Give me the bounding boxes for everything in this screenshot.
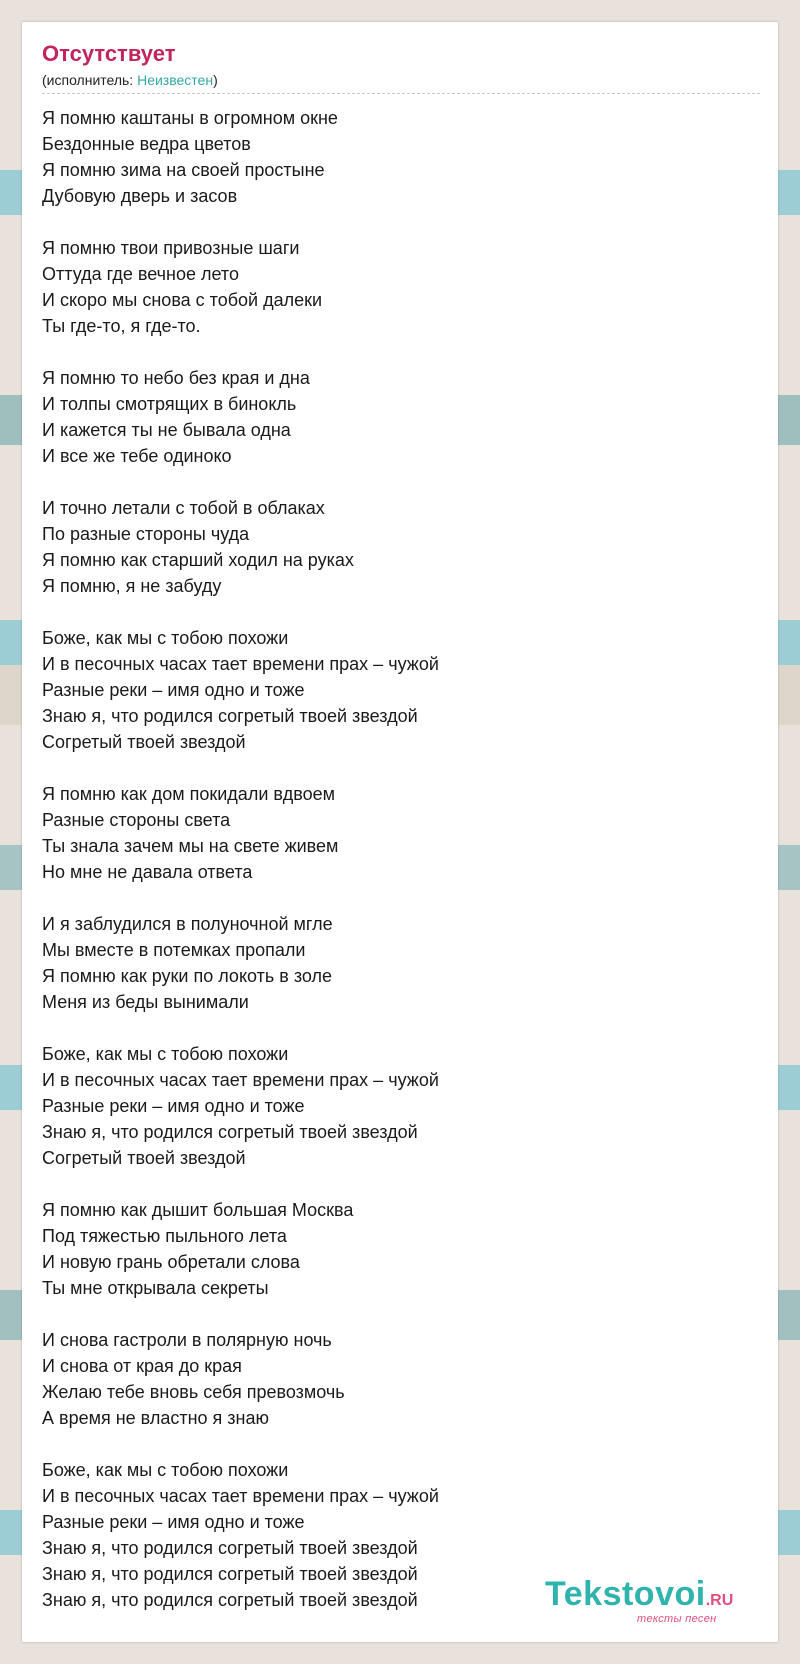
lyrics-stanza [42, 365, 758, 469]
lyric-line: Боже, как мы с тобою похожи [42, 628, 289, 648]
lyric-line: И в песочных часах тает времени прах – чужой [42, 654, 439, 674]
brand-name: Tekstovoi [545, 1575, 706, 1613]
lyric-line: Разные реки – имя одно и тоже [42, 1512, 305, 1532]
lyric-line: Знаю я, что родился согретый твоей звездой [42, 706, 418, 726]
song-title: Отсутствует [42, 41, 176, 66]
song-header [42, 40, 758, 94]
lyric-line: И скоро мы снова с тобой далеки [42, 290, 323, 310]
lyric-line: По разные стороны чуда [42, 524, 250, 544]
lyrics-card [22, 22, 778, 1642]
lyric-line: Знаю я, что родился согретый твоей звездой [42, 1590, 418, 1610]
lyric-line: И снова от края до края [42, 1356, 242, 1376]
lyrics-stanza [42, 1041, 758, 1171]
lyric-line: И все же тебе одиноко [42, 446, 232, 466]
artist-link[interactable]: Неизвестен [137, 72, 214, 88]
lyric-line: И в песочных часах тает времени прах – чужой [42, 1486, 439, 1506]
lyrics-stanza [42, 1327, 758, 1431]
lyric-line: Ты мне открывала секреты [42, 1278, 269, 1298]
lyric-line: И кажется ты не бывала одна [42, 420, 291, 440]
lyric-line: Согретый твоей звездой [42, 732, 246, 752]
lyrics-stanza [42, 235, 758, 339]
lyric-line: Меня из беды вынимали [42, 992, 249, 1012]
lyric-line: И снова гастроли в полярную ночь [42, 1330, 332, 1350]
lyric-line: Желаю тебе вновь себя превозмочь [42, 1382, 345, 1402]
artist-line [42, 71, 760, 94]
lyrics-stanza [42, 1197, 758, 1301]
lyric-line: Знаю я, что родился согретый твоей звездой [42, 1122, 418, 1142]
lyric-line: Боже, как мы с тобою похожи [42, 1460, 289, 1480]
lyric-line: Мы вместе в потемках пропали [42, 940, 306, 960]
lyric-line: Но мне не давала ответа [42, 862, 253, 882]
lyric-line: Знаю я, что родился согретый твоей звездой [42, 1538, 418, 1558]
lyric-line: Я помню как дышит большая Москва [42, 1200, 354, 1220]
lyric-line: Под тяжестью пыльного лета [42, 1226, 287, 1246]
lyric-line: Я помню как старший ходил на руках [42, 550, 354, 570]
brand-logo[interactable] [545, 1575, 785, 1635]
lyric-line: И в песочных часах тает времени прах – чужой [42, 1070, 439, 1090]
lyric-line: Боже, как мы с тобою похожи [42, 1044, 289, 1064]
lyric-line: Разные реки – имя одно и тоже [42, 680, 305, 700]
lyrics-stanza [42, 625, 758, 755]
lyric-line: Оттуда где вечное лето [42, 264, 239, 284]
brand-tagline: тексты песен [637, 1613, 717, 1625]
lyrics-stanza [42, 495, 758, 599]
lyric-line: Разные стороны света [42, 810, 231, 830]
lyric-line: Я помню как дом покидали вдвоем [42, 784, 336, 804]
artist-suffix: ) [213, 72, 218, 88]
lyric-line: Я помню, я не забуду [42, 576, 222, 596]
lyrics-body [42, 105, 758, 1639]
brand-tld: .RU [705, 1592, 734, 1609]
lyric-line: Согретый твоей звездой [42, 1148, 246, 1168]
lyric-line: Я помню зима на своей простыне [42, 160, 325, 180]
lyric-line: И толпы смотрящих в бинокль [42, 394, 297, 414]
lyric-line: Разные реки – имя одно и тоже [42, 1096, 305, 1116]
lyric-line: Я помню как руки по локоть в золе [42, 966, 333, 986]
lyric-line: И я заблудился в полуночной мгле [42, 914, 333, 934]
lyric-line: Я помню то небо без края и дна [42, 368, 310, 388]
lyrics-stanza [42, 781, 758, 885]
lyric-line: И точно летали с тобой в облаках [42, 498, 325, 518]
lyric-line: Бездонные ведра цветов [42, 134, 251, 154]
lyric-line: Я помню каштаны в огромном окне [42, 108, 338, 128]
artist-prefix: (исполнитель: [42, 72, 138, 88]
lyric-line: Я помню твои привозные шаги [42, 238, 300, 258]
lyric-line: Ты где-то, я где-то. [42, 316, 201, 336]
lyrics-stanza [42, 911, 758, 1015]
lyric-line: А время не властно я знаю [42, 1408, 269, 1428]
lyric-line: Знаю я, что родился согретый твоей звездой [42, 1564, 418, 1584]
lyric-line: И новую грань обретали слова [42, 1252, 300, 1272]
lyric-line: Ты знала зачем мы на свете живем [42, 836, 339, 856]
lyrics-stanza [42, 105, 758, 209]
lyric-line: Дубовую дверь и засов [42, 186, 238, 206]
